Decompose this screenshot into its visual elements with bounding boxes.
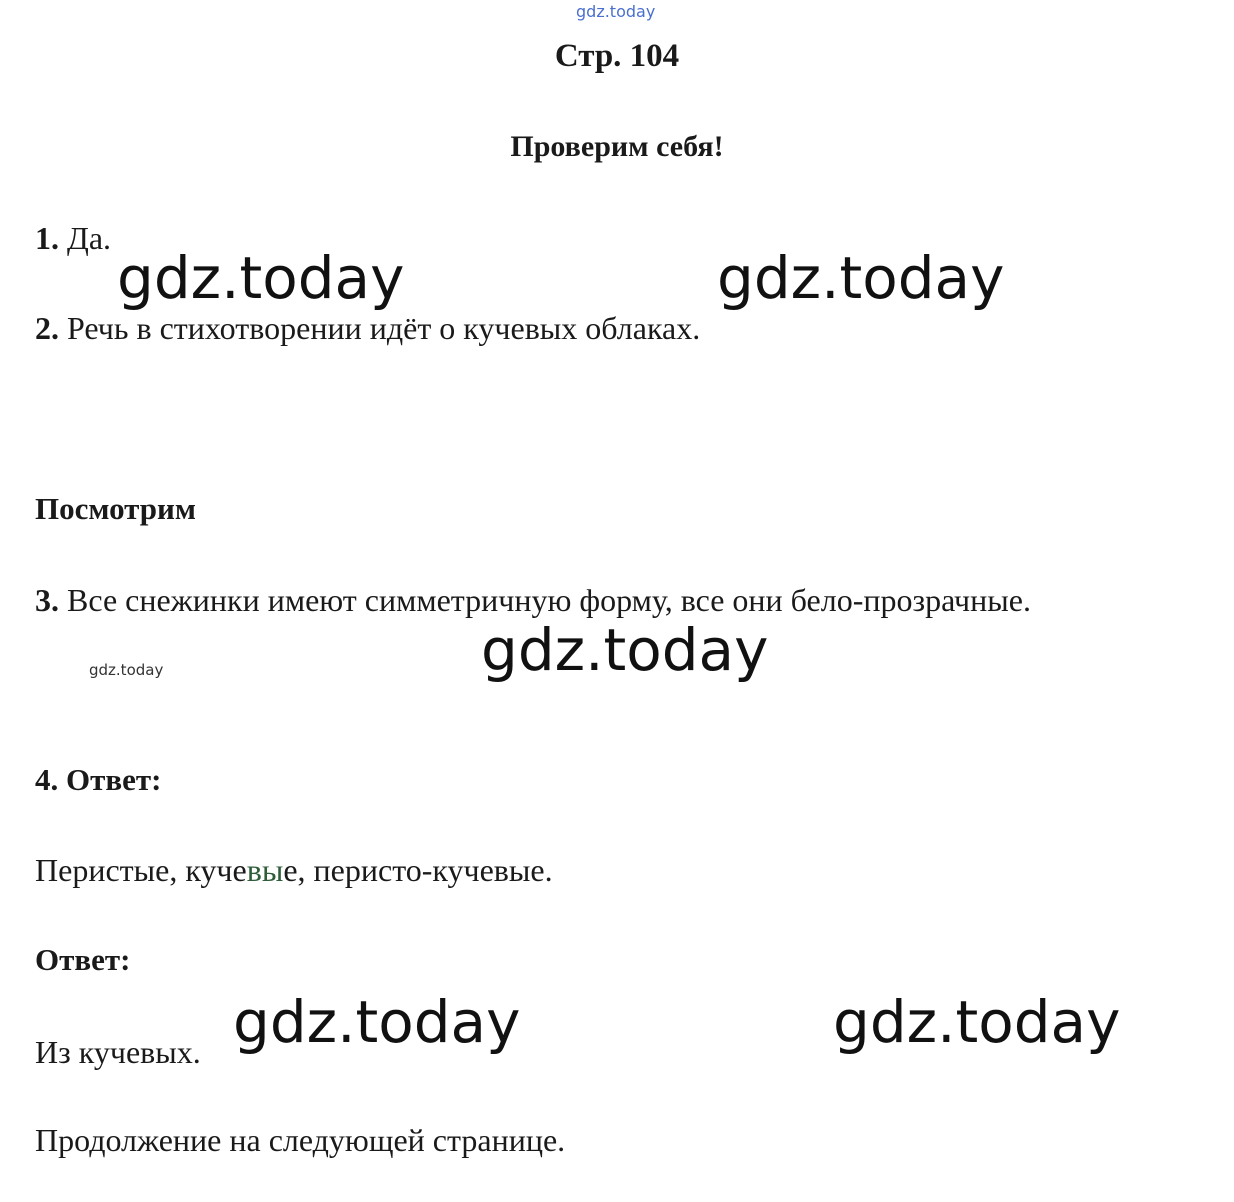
watermark: gdz.today [233,988,521,1056]
answer-3-text: Все снежинки имеют симметричную форму, все они бело-прозрачные. [67,582,1031,618]
answer-2-number: 2. [35,310,59,346]
watermark: gdz.today [717,244,1005,312]
answer-4-text [35,852,553,889]
answer-4-heading: 4. Ответ: [35,762,162,797]
page-title: Стр. 104 [554,38,680,74]
watermark-small: gdz.today [89,661,164,679]
answer-2 [35,310,700,347]
answer-5-text: Из кучевых. [35,1034,201,1070]
answer-1-number: 1. [35,220,59,256]
answer-3-number: 3. [35,582,59,618]
answer-2-text: Речь в стихотворении идёт о кучевых облаках. [67,310,701,346]
heading-look: Посмотрим [35,491,196,526]
watermark: gdz.today [833,988,1121,1056]
answer-4-text-part1: Перистые, куче [35,852,247,888]
watermark: gdz.today [481,616,769,684]
answer-3 [35,582,1031,619]
watermark: gdz.today [117,244,405,312]
continuation-note: Продолжение на следующей странице. [35,1122,566,1158]
watermark-top: gdz.today [576,2,656,21]
section-title: Проверим себя! [510,130,724,163]
answer-5-heading: Ответ: [35,942,131,977]
answer-4-text-part2: е, перисто-кучевые. [283,852,553,888]
answer-1-text: Да. [67,220,112,256]
answer-1 [35,220,111,257]
answer-4-text-accent: вы [246,852,284,888]
